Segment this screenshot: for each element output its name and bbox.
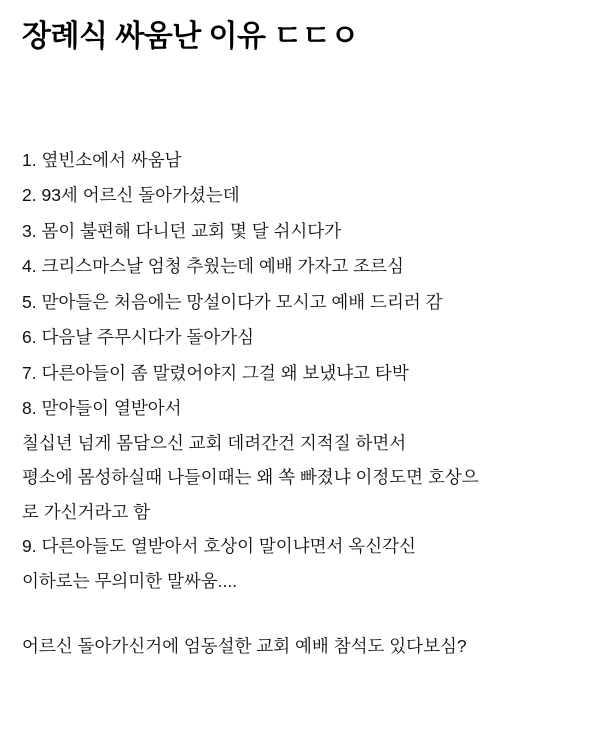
document-footer — [20, 638, 580, 656]
document-body — [20, 149, 580, 591]
footer-line: 어르신 돌아가신거에 엄동설한 교회 예배 참석도 있다보심? — [22, 636, 467, 656]
body-line: 7. 다른아들이 좀 말렸어야지 그걸 왜 보냈냐고 타박 — [22, 362, 409, 383]
body-line: 3. 몸이 불편해 다니던 교회 몇 달 쉬시다가 — [22, 220, 342, 241]
body-line: 4. 크리스마스날 엄청 추웠는데 예배 가자고 조르심 — [22, 256, 404, 276]
body-line: 6. 다음날 주무시다가 돌아가심 — [22, 327, 255, 347]
body-line: 2. 93세 어르신 돌아가셨는데 — [22, 185, 240, 205]
body-line: 로 가신거라고 함 — [22, 501, 151, 522]
body-line: 1. 옆빈소에서 싸움남 — [22, 149, 182, 170]
page-title: 장례식 싸움난 이유 ㄷㄷㅇ — [22, 20, 359, 53]
body-line: 9. 다른아들도 열받아서 호상이 말이냐면서 옥신각신 — [22, 536, 416, 556]
body-line: 8. 맏아들이 열받아서 — [22, 398, 182, 418]
body-line: 칠십년 넘게 몸담으신 교회 데려간건 지적질 하면서 — [22, 432, 407, 453]
body-line: 평소에 몸성하실때 나들이때는 왜 쏙 빠졌냐 이정도면 호상으 — [22, 467, 479, 487]
body-line: 5. 맏아들은 처음에는 망설이다가 모시고 예배 드리러 감 — [22, 291, 443, 312]
body-line: 이하로는 무의미한 말싸움.... — [22, 570, 238, 591]
